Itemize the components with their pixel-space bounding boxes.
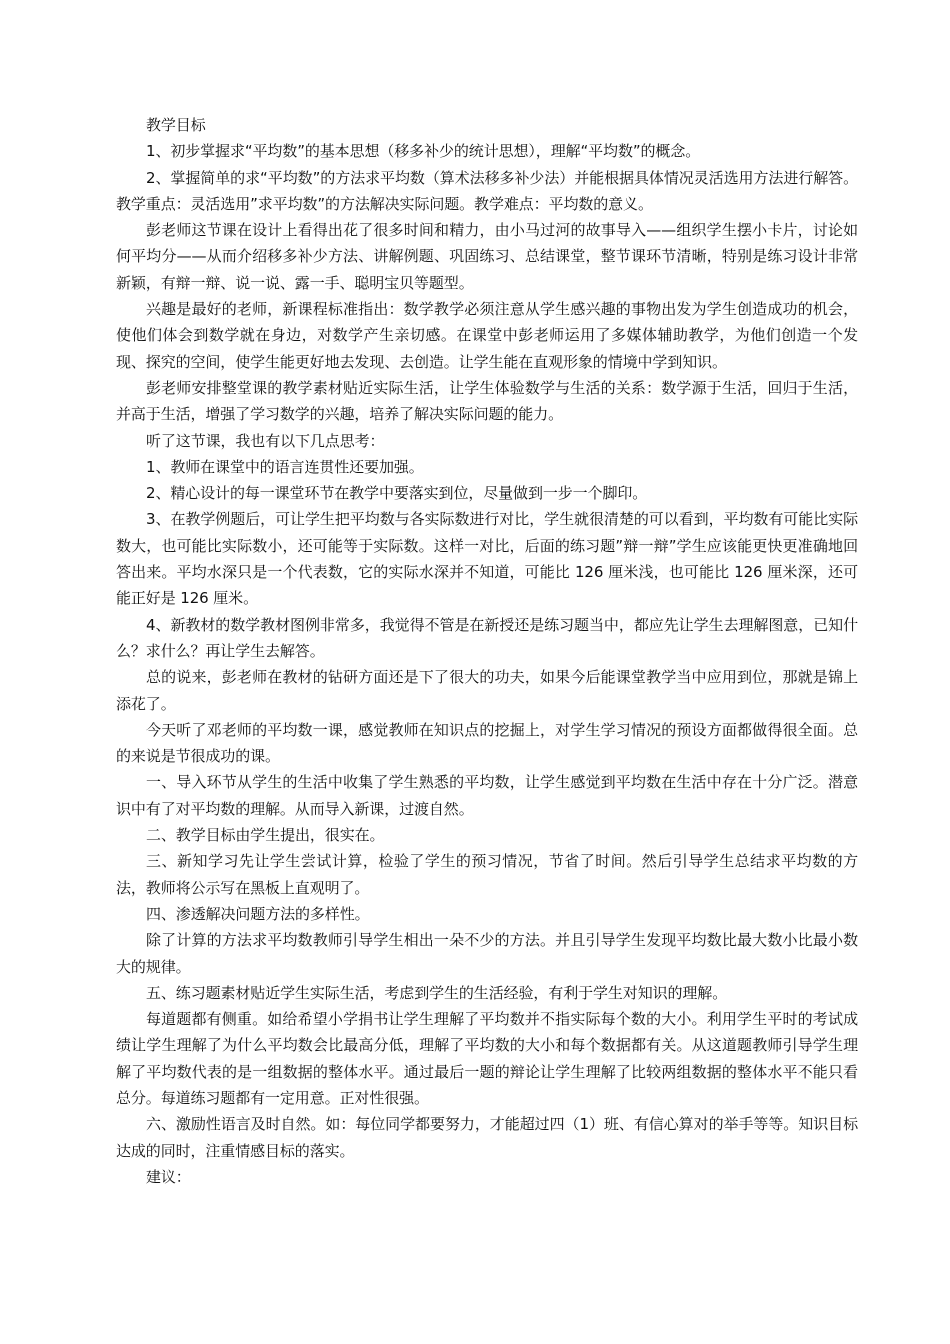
paragraph: 兴趣是最好的老师，新课程标准指出：数学教学必须注意从学生感兴趣的事物出发为学生创造成功的机会，使他们体会到数学就在身边，对数学产生亲切感。在课堂中彭老师运用了多媒体辅助教学，为他们创造一个发现、探究的空间，使学生能更好地去发现、去创造。让学生能在直观形象的情境中学到知识。 [116,300,858,371]
paragraph: 1、初步掌握求“平均数”的基本思想（移多补少的统计思想），理解“平均数”的概念。 [146,142,701,161]
paragraph: 二、教学目标由学生提出，很实在。 [146,826,385,845]
document-body [116,112,858,1190]
paragraph: 1、教师在课堂中的语言连贯性还要加强。 [146,457,424,476]
paragraph: 3、在教学例题后，可让学生把平均数与各实际数进行对比，学生就很清楚的可以看到，平均数有可能比实际数大，也可能比实际数小，还可能等于实际数。这样一对比，后面的练习题”辩一辩”学生应该能更快更准确地回答出来。平均水深只是一个代表数，它的实际水深并不知道，可能比 126 厘米浅，也可能比 126 厘米深，还可能正好是 126 厘米。 [116,510,858,608]
paragraph: 彭老师这节课在设计上看得出花了很多时间和精力，由小马过河的故事导入——组织学生摆小卡片，讨论如何平均分——从而介绍移多补少方法、讲解例题、巩固练习、总结课堂，整节课环节清晰，特别是练习设计非常新颖，有辩一辩、说一说、露一手、聪明宝贝等题型。 [116,221,858,292]
paragraph-suggestions: 建议： [146,1167,191,1186]
paragraph: 2、精心设计的每一课堂环节在教学中要落实到位，尽量做到一步一个脚印。 [146,484,648,503]
paragraph: 每道题都有侧重。如给希望小学捐书让学生理解了平均数并不指实际每个数的大小。利用学生平时的考试成绩让学生理解了为什么平均数会比最高分低，理解了平均数的大小和每个数据都有关。从这道题教师引导学生理解了平均数代表的是一组数据的整体水平。通过最后一题的辩论让学生理解了比较两组数据的整体水平不能只看总分。每道练习题都有一定用意。正对性很强。 [116,1010,858,1107]
paragraph: 2、掌握简单的求“平均数”的方法求平均数（算术法移多补少法）并能根据具体情况灵活选用方法进行解答。教学重点：灵活选用”求平均数”的方法解决实际问题。教学难点：平均数的意义。 [116,168,858,213]
paragraph: 六、激励性语言及时自然。如：每位同学都要努力，才能超过四（1）班、有信心算对的举手等等。知识目标达成的同时，注重情感目标的落实。 [116,1115,858,1160]
paragraph: 总的说来，彭老师在教材的钻研方面还是下了很大的功夫，如果今后能课堂教学当中应用到位，那就是锦上添花了。 [116,668,858,713]
paragraph: 一、导入环节从学生的生活中收集了学生熟悉的平均数，让学生感觉到平均数在生活中存在十分广泛。潜意识中有了对平均数的理解。从而导入新课，过渡自然。 [116,773,858,818]
paragraph: 三、新知学习先让学生尝试计算，检验了学生的预习情况，节省了时间。然后引导学生总结求平均数的方法，教师将公示写在黑板上直观明了。 [116,852,858,897]
paragraph: 听了这节课，我也有以下几点思考： [146,431,385,450]
paragraph: 今天听了邓老师的平均数一课，感觉教师在知识点的挖掘上，对学生学习情况的预设方面都做得很全面。总的来说是节很成功的课。 [116,720,858,766]
paragraph: 彭老师安排整堂课的教学素材贴近实际生活，让学生体验数学与生活的关系：数学源于生活，回归于生活，并高于生活，增强了学习数学的兴趣，培养了解决实际问题的能力。 [116,378,858,424]
paragraph-heading-teaching-goals: 教学目标 [146,116,206,134]
paragraph: 4、新教材的数学教材图例非常多，我觉得不管是在新授还是练习题当中，都应先让学生去理解图意，已知什么？求什么？再让学生去解答。 [116,615,858,660]
paragraph: 五、练习题素材贴近学生实际生活，考虑到学生的生活经验，有利于学生对知识的理解。 [146,983,728,1002]
paragraph: 除了计算的方法求平均数教师引导学生相出一朵不少的方法。并且引导学生发现平均数比最大数小比最小数大的规律。 [116,931,858,976]
paragraph: 四、渗透解决问题方法的多样性。 [146,904,370,923]
